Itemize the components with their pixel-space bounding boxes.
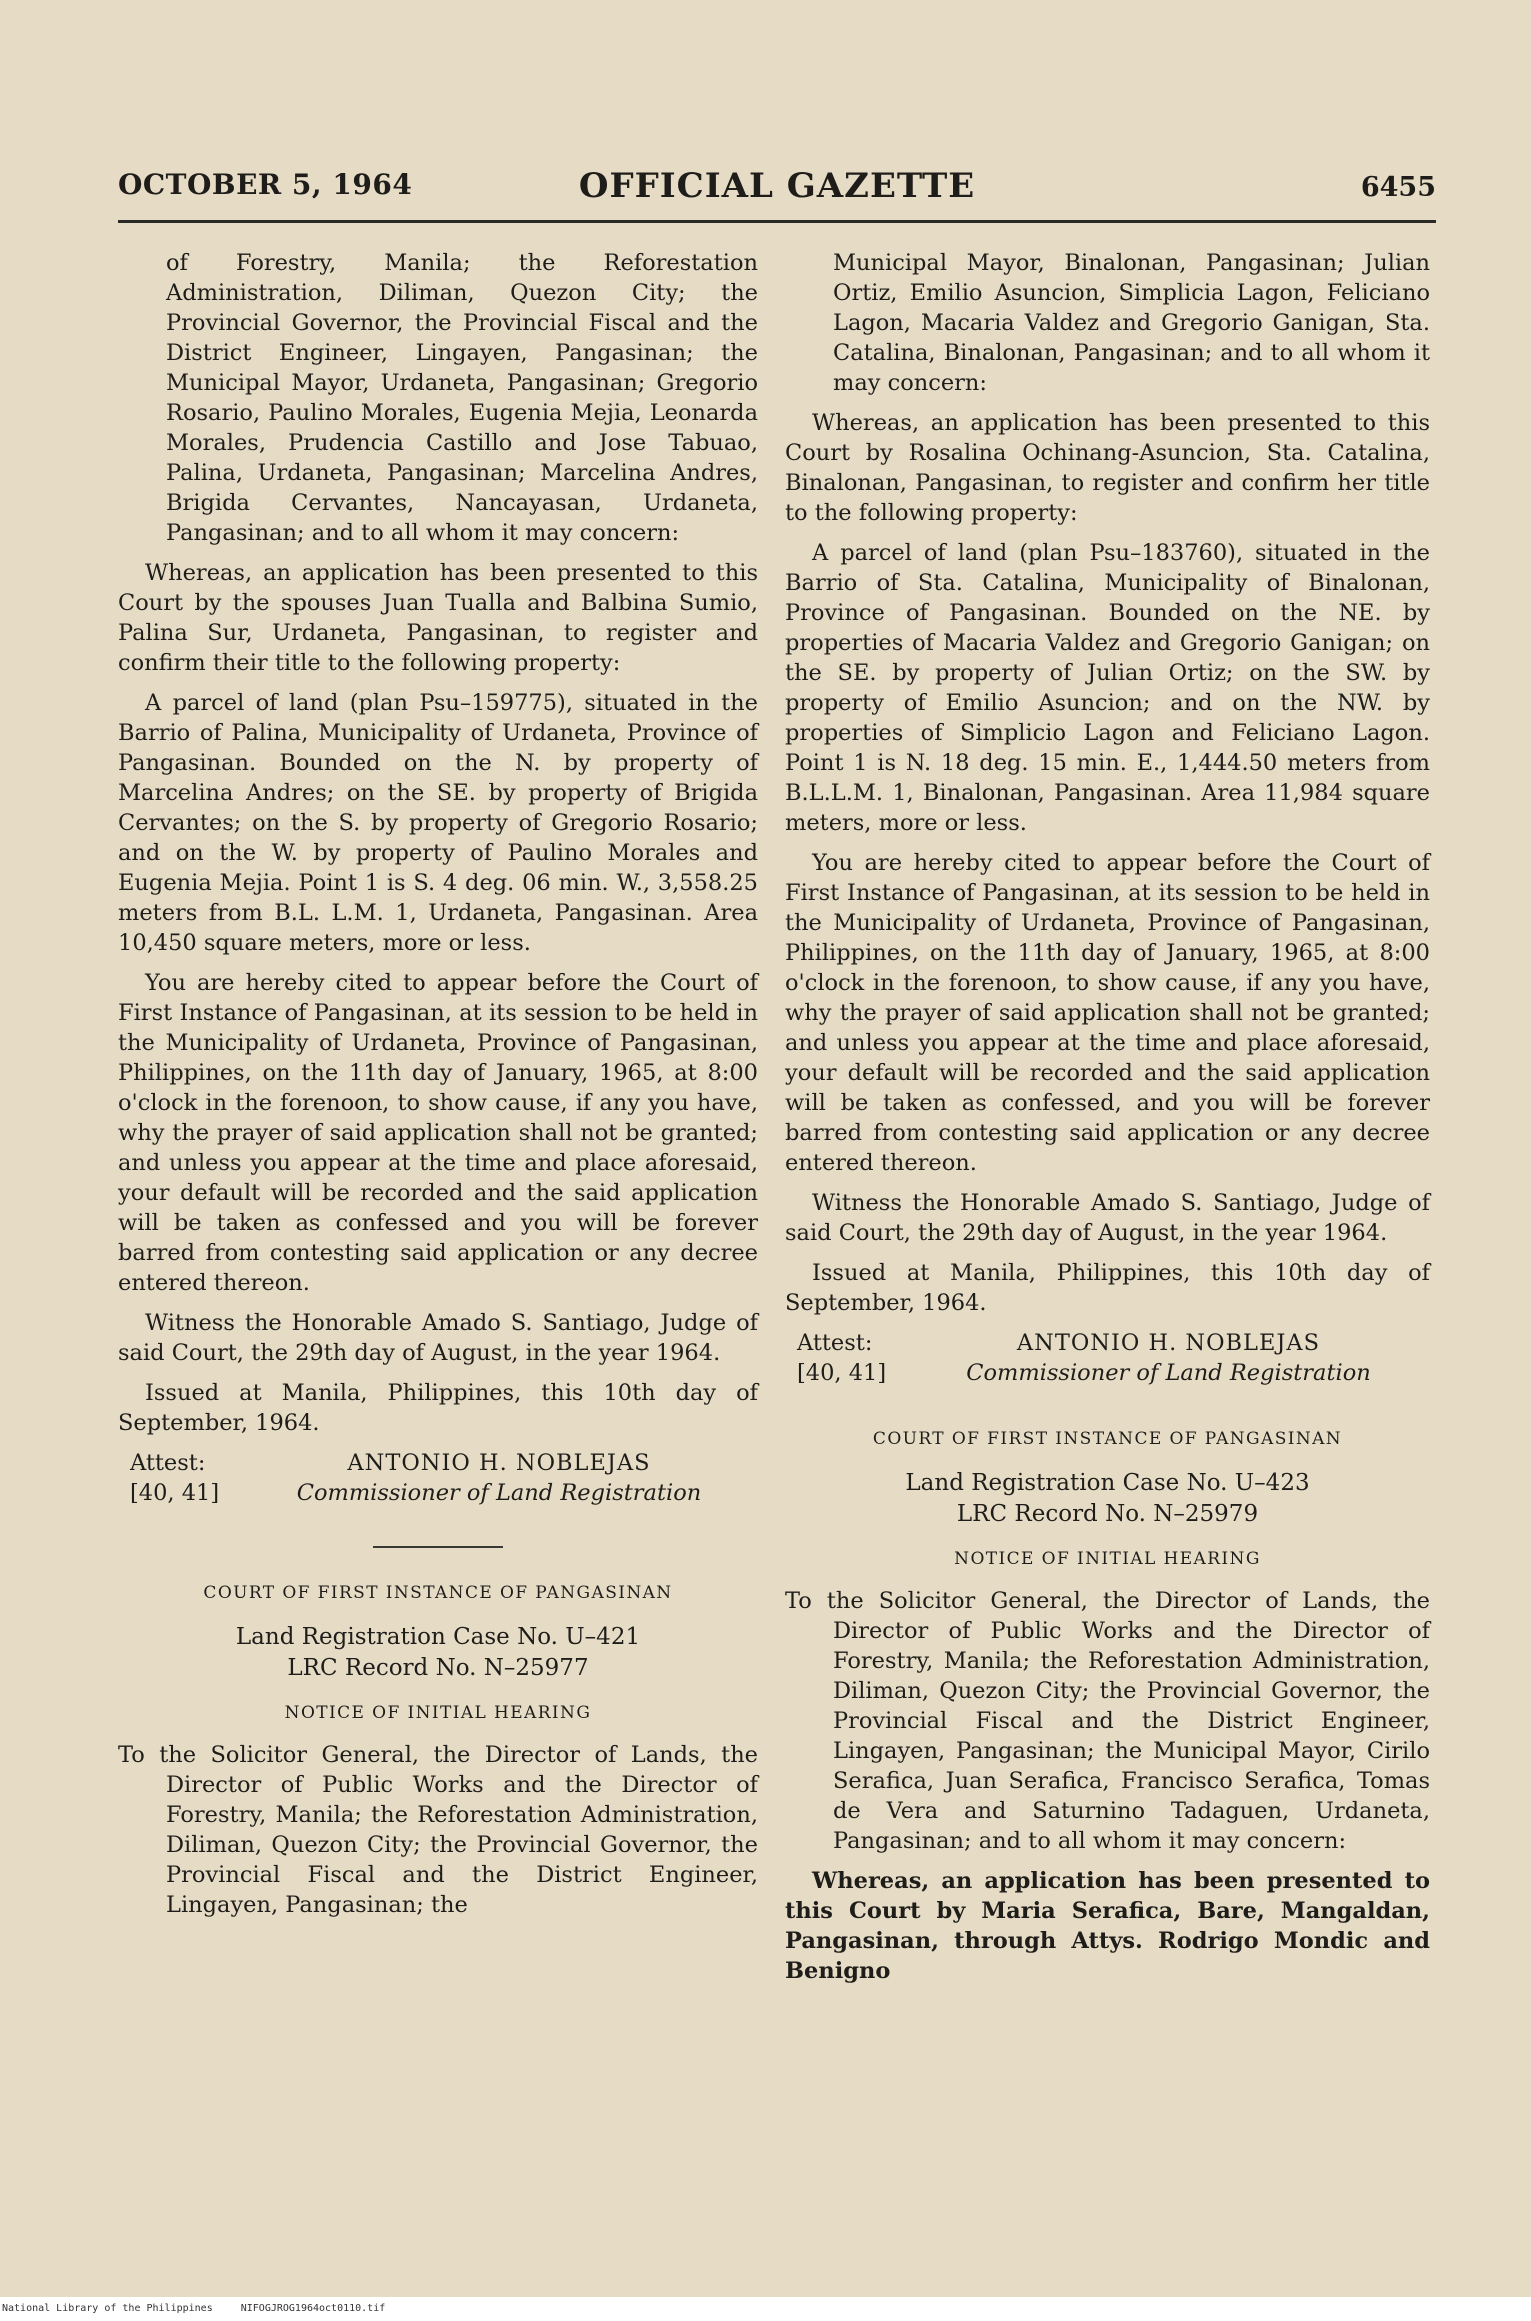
attest-ref: [40, 41] [130, 1480, 220, 1506]
header-title: OFFICIAL GAZETTE [578, 166, 976, 206]
header-date: OCTOBER 5, 1964 [118, 168, 413, 201]
notice-heading: NOTICE OF INITIAL HEARING [954, 1549, 1261, 1569]
right-column [785, 248, 1430, 1996]
whereas-paragraph: Whereas, an application has been presented to this Court by the spouses Juan Tualla and Balbina Sumio, Palina Sur, Urdaneta, Pangasinan, to register and confirm their title to the following property: [118, 560, 758, 676]
court-heading: COURT OF FIRST INSTANCE OF PANGASINAN [872, 1429, 1343, 1449]
witness-paragraph: Witness the Honorable Amado S. Santiago, Judge of said Court, the 29th day of August, in the year 1964. [785, 1190, 1430, 1246]
attest-title: Commissioner of Land Registration [966, 1360, 1371, 1386]
attest-ref: [40, 41] [797, 1360, 887, 1386]
issued-paragraph: Issued at Manila, Philippines, this 10th day of September, 1964. [785, 1260, 1430, 1316]
attest-name: ANTONIO H. NOBLEJAS [347, 1450, 651, 1476]
footer-library: National Library of the Philippines [2, 2303, 213, 2314]
attest-name: ANTONIO H. NOBLEJAS [1016, 1330, 1321, 1356]
case-number: Land Registration Case No. U–423 [905, 1470, 1310, 1496]
page-header [118, 160, 1436, 210]
attest-title: Commissioner of Land Registration [296, 1480, 702, 1506]
attest-label: Attest: [797, 1330, 873, 1356]
whereas-paragraph: Whereas, an application has been presented to this Court by Rosalina Ochinang-Asuncion, Sta. Catalina, Binalonan, Pangasinan, to register and confirm her title to the following property: [785, 410, 1430, 526]
lrc-record: LRC Record No. N–25979 [956, 1501, 1259, 1527]
attest-label: Attest: [130, 1450, 206, 1476]
addressee-paragraph: To the Solicitor General, the Director of Lands, the Director of Public Works and the Director of Forestry, Manila; the Reforestation Administration, Diliman, Quezon City; the Provincial Governor, the Provincial Fiscal and the District Engineer, Lingayen, Pangasinan; the Municipal Mayor, Cirilo Serafica, Juan Serafica, Francisco Serafica, Tomas de Vera and Saturnino Tadaguen, Urdaneta, Pangasinan; and to all whom it may concern: [785, 1588, 1430, 1854]
left-column [118, 248, 758, 1930]
cited-paragraph: You are hereby cited to appear before the Court of First Instance of Pangasinan, at its session to be held in the Municipality of Urdaneta, Province of Pangasinan, Philippines, on the 11th day of January, 1965, at 8:00 o'clock in the forenoon, to show cause, if any you have, why the prayer of said application shall not be granted; and unless you appear at the time and place aforesaid, your default will be recorded and the said application will be taken as confessed and you will be forever barred from contesting said application or any decree entered thereon. [118, 970, 758, 1296]
whereas-paragraph-2: Whereas, an application has been presented to this Court by Maria Serafica, Bare, Mangaldan, Pangasinan, through Attys. Rodrigo Mondic and Benigno [785, 1868, 1430, 1984]
cited-paragraph: You are hereby cited to appear before the Court of First Instance of Pangasinan, at its session to be held in the Municipality of Urdaneta, Province of Pangasinan, Philippines, on the 11th day of January, 1965, at 8:00 o'clock in the forenoon, to show cause, if any you have, why the prayer of said application shall not be granted; and unless you appear at the time and place aforesaid, your default will be recorded and the said application will be taken as confessed, and you will be forever barred from contesting said application or any decree entered thereon. [785, 850, 1430, 1176]
address-continued: Municipal Mayor, Binalonan, Pangasinan; Julian Ortiz, Emilio Asuncion, Simplicia Lagon, Feliciano Lagon, Macaria Valdez and Gregorio Ganigan, Sta. Catalina, Binalonan, Pangasinan; and to all whom it may concern: [833, 250, 1430, 396]
address-continued: of Forestry, Manila; the Reforestation Administration, Diliman, Quezon City; the Provincial Governor, the Provincial Fiscal and the District Engineer, Lingayen, Pangasinan; the Municipal Mayor, Urdaneta, Pangasinan; Gregorio Rosario, Paulino Morales, Eugenia Mejia, Leonarda Morales, Prudencia Castillo and Jose Tabuao, Palina, Urdaneta, Pangasinan; Marcelina Andres, Brigida Cervantes, Nancayasan, Urdaneta, Pangasinan; and to all whom it may concern: [166, 250, 758, 546]
attestation [797, 1328, 1430, 1388]
scan-footer [0, 2297, 1531, 2321]
case-number: Land Registration Case No. U–421 [235, 1624, 641, 1650]
header-rule [118, 220, 1436, 223]
notice-heading: NOTICE OF INITIAL HEARING [284, 1703, 592, 1723]
footer-file: NIFOGJROG1964oct0110.tif [240, 2303, 386, 2314]
addressee-paragraph: To the Solicitor General, the Director of Lands, the Director of Public Works and the Director of Forestry, Manila; the Reforestation Administration, Diliman, Quezon City; the Provincial Governor, the Provincial Fiscal and the District Engineer, Lingayen, Pangasinan; the [118, 1742, 758, 1918]
witness-paragraph: Witness the Honorable Amado S. Santiago, Judge of said Court, the 29th day of August, in the year 1964. [118, 1310, 758, 1366]
lrc-record: LRC Record No. N–25977 [287, 1655, 589, 1681]
court-heading: COURT OF FIRST INSTANCE OF PANGASINAN [203, 1583, 673, 1603]
section-separator [373, 1546, 503, 1548]
page-number: 6455 [1360, 172, 1436, 203]
issued-paragraph: Issued at Manila, Philippines, this 10th day of September, 1964. [118, 1380, 758, 1436]
attestation [130, 1448, 758, 1508]
parcel-paragraph: A parcel of land (plan Psu–159775), situated in the Barrio of Palina, Municipality of Urdaneta, Province of Pangasinan. Bounded on the N. by property of Marcelina Andres; on the SE. by property of Brigida Cervantes; on the S. by property of Gregorio Rosario; and on the W. by property of Paulino Morales and Eugenia Mejia. Point 1 is S. 4 deg. 06 min. W., 3,558.25 meters from B.L. L.M. 1, Urdaneta, Pangasinan. Area 10,450 square meters, more or less. [118, 690, 758, 956]
parcel-paragraph: A parcel of land (plan Psu–183760), situated in the Barrio of Sta. Catalina, Municipality of Binalonan, Province of Pangasinan. Bounded on the NE. by properties of Macaria Valdez and Gregorio Ganigan; on the SE. by property of Julian Ortiz; on the SW. by property of Emilio Asuncion; and on the NW. by properties of Simplicio Lagon and Feliciano Lagon. Point 1 is N. 18 deg. 15 min. E., 1,444.50 meters from B.L.L.M. 1, Binalonan, Pangasinan. Area 11,984 square meters, more or less. [785, 540, 1430, 836]
